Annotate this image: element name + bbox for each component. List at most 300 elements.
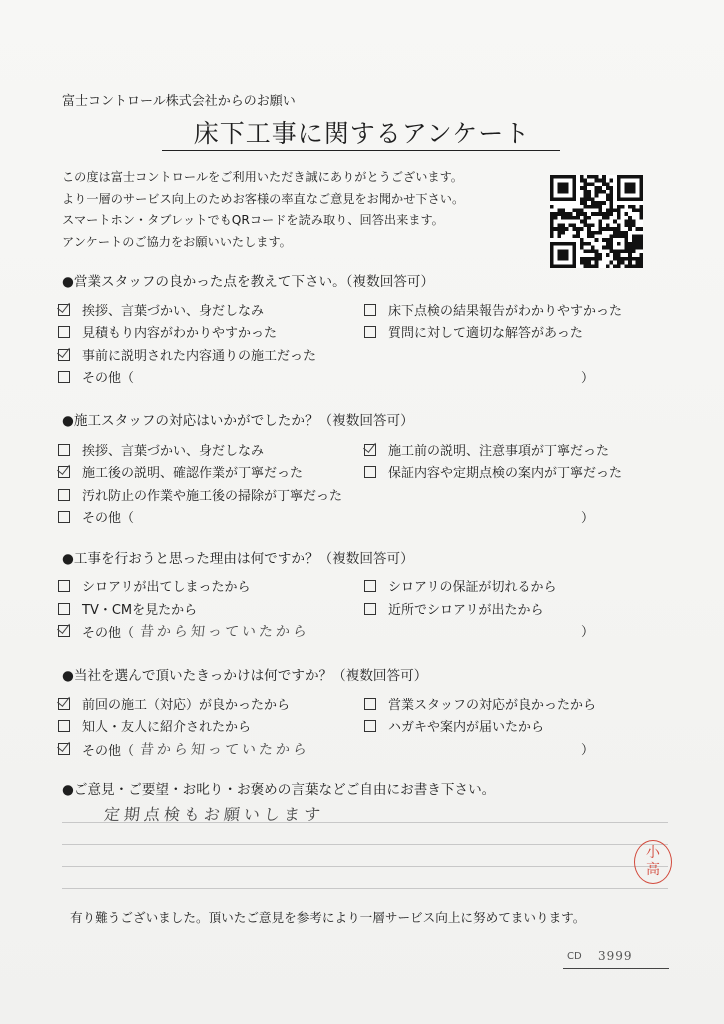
qr-module (595, 175, 599, 179)
qr-module (591, 246, 595, 250)
checkbox[interactable] (58, 698, 70, 710)
qr-module (617, 253, 621, 257)
qr-module (628, 227, 632, 231)
qr-module (624, 223, 628, 227)
thanks-message: 有り難うございました。頂いたご意見を参考により一層サービス向上に努めてまいります。 (70, 910, 586, 925)
qr-module (554, 216, 558, 220)
qr-module (595, 186, 599, 190)
qr-module (587, 197, 591, 201)
qr-module (613, 231, 617, 235)
qr-module (580, 220, 584, 224)
qr-module (624, 220, 628, 224)
qr-module (617, 205, 621, 209)
option-warranty-guide[interactable]: 保証内容や定期点検の案内が丁寧だった (364, 462, 622, 481)
qr-module (595, 249, 599, 253)
qr-module (606, 216, 610, 220)
qr-module (598, 223, 602, 227)
qr-module (595, 194, 599, 198)
qr-module (572, 223, 576, 227)
qr-module (591, 235, 595, 239)
qr-module (617, 231, 621, 235)
qr-module (580, 212, 584, 216)
checkbox[interactable] (364, 326, 376, 338)
qr-module (628, 216, 632, 220)
qr-module (565, 212, 569, 216)
intro-text (62, 167, 464, 253)
title-underline (162, 150, 560, 151)
qr-module (576, 212, 580, 216)
qr-module (591, 264, 595, 268)
qr-module (587, 257, 591, 261)
qr-module (606, 246, 610, 250)
qr-module (550, 235, 554, 239)
checkbox[interactable] (58, 625, 70, 637)
qr-module (628, 205, 632, 209)
qr-module (606, 253, 610, 257)
stamp-char: 高 (646, 862, 660, 878)
qr-module (550, 227, 554, 231)
qr-module (636, 235, 640, 239)
qr-module (628, 246, 632, 250)
section-title-trigger: ●当社を選んで頂いたきっかけは何ですか？（複数回答可） (62, 668, 428, 684)
paren-close: ） (581, 511, 595, 526)
qr-module (583, 179, 587, 183)
qr-module (561, 208, 565, 212)
qr-module (598, 257, 602, 261)
qr-module (636, 257, 640, 261)
checkbox[interactable] (58, 371, 70, 383)
intro-line: アンケートのご協力をお願いいたします。 (62, 234, 292, 249)
qr-module (572, 227, 576, 231)
qr-module (613, 253, 617, 257)
qr-module (576, 231, 580, 235)
qr-module (587, 242, 591, 246)
qr-module (617, 261, 621, 265)
qr-module (583, 197, 587, 201)
checkbox[interactable] (58, 444, 70, 456)
qr-module (606, 223, 610, 227)
qr-module (583, 182, 587, 186)
comment-line (62, 844, 668, 845)
qr-module (557, 231, 561, 235)
qr-module (621, 261, 625, 265)
qr-module (583, 257, 587, 261)
qr-module (636, 208, 640, 212)
qr-module (610, 227, 614, 231)
qr-module (610, 205, 614, 209)
qr-module (587, 235, 591, 239)
qr-module (621, 205, 625, 209)
option-previous-work[interactable]: 前回の施工（対応）が良かったから (58, 694, 290, 713)
qr-module (591, 231, 595, 235)
qr-module (591, 175, 595, 179)
qr-module (595, 253, 599, 257)
qr-module (595, 231, 599, 235)
option-other[interactable]: その他（ (58, 367, 140, 386)
qr-module (624, 257, 628, 261)
qr-module (624, 212, 628, 216)
qr-module (598, 253, 602, 257)
qr-module (591, 201, 595, 205)
option-cleaning[interactable]: 汚れ防止の作業や施工後の掃除が丁寧だった (58, 485, 342, 504)
option-answers[interactable]: 質問に対して適切な解答があった (364, 322, 583, 341)
qr-module (587, 182, 591, 186)
qr-module (639, 216, 643, 220)
qr-module (557, 208, 561, 212)
qr-module (595, 261, 599, 265)
hanko-stamp (634, 840, 672, 884)
paren-close: ） (581, 625, 595, 640)
qr-module (583, 216, 587, 220)
qr-module (598, 201, 602, 205)
qr-module (587, 227, 591, 231)
section-title-construction: ●施工スタッフの対応はいかがでしたか？（複数回答可） (62, 413, 414, 429)
qr-module (606, 194, 610, 198)
intro-line: より一層のサービス向上のためお客様の率直なご意見をお聞かせ下さい。 (62, 191, 465, 206)
qr-module (628, 257, 632, 261)
qr-module (632, 238, 636, 242)
qr-module (602, 216, 606, 220)
qr-module (617, 223, 621, 227)
qr-module (576, 227, 580, 231)
checkbox[interactable] (364, 466, 376, 478)
qr-module (587, 249, 591, 253)
qr-module (591, 182, 595, 186)
qr-module (636, 264, 640, 268)
qr-module (639, 264, 643, 268)
qr-module (580, 257, 584, 261)
section-title-sales: ●営業スタッフの良かった点を教えて下さい。（複数回答可） (62, 274, 435, 290)
qr-module (639, 208, 643, 212)
option-post-explanation[interactable]: 施工後の説明、確認作業が丁寧だった (58, 462, 303, 481)
qr-module (580, 201, 584, 205)
checkbox[interactable] (58, 743, 70, 755)
option-tv-cm[interactable]: TV・CMを見たから (58, 599, 197, 618)
qr-module (636, 227, 640, 231)
qr-module (561, 212, 565, 216)
qr-module (569, 223, 573, 227)
qr-module (580, 208, 584, 212)
qr-module (587, 175, 591, 179)
qr-module (598, 231, 602, 235)
qr-module (606, 227, 610, 231)
qr-module (587, 216, 591, 220)
qr-module (587, 261, 591, 265)
qr-module (583, 205, 587, 209)
qr-module (632, 246, 636, 250)
qr-module (602, 182, 606, 186)
cd-value: 3999 (598, 949, 633, 963)
qr-module (598, 205, 602, 209)
qr-module (613, 257, 617, 261)
qr-module (606, 238, 610, 242)
qr-module (583, 194, 587, 198)
qr-module (624, 264, 628, 268)
qr-module (610, 190, 614, 194)
option-postcard[interactable]: ハガキや案内が届いたから (364, 716, 544, 735)
qr-module (610, 201, 614, 205)
qr-module (580, 242, 584, 246)
qr-module (636, 238, 640, 242)
qr-module (610, 208, 614, 212)
qr-module (550, 216, 554, 220)
checkbox[interactable] (364, 444, 376, 456)
section-title-comments: ●ご意見・ご要望・お叱り・お褒めの言葉などご自由にお書き下さい。 (62, 782, 496, 798)
qr-module (587, 231, 591, 235)
paren-close: ） (581, 371, 595, 386)
other-answer[interactable]: 昔から知っていたから (139, 624, 311, 640)
qr-module (636, 246, 640, 250)
qr-module (639, 205, 643, 209)
qr-module (572, 208, 576, 212)
checkbox[interactable] (58, 511, 70, 523)
option-inspection-report[interactable]: 床下点検の結果報告がわかりやすかった (364, 300, 622, 319)
qr-module (554, 212, 558, 216)
qr-module (583, 242, 587, 246)
qr-module (628, 261, 632, 265)
qr-module (580, 197, 584, 201)
qr-module (632, 242, 636, 246)
qr-module (610, 186, 614, 190)
qr-module (639, 257, 643, 261)
qr-module (632, 235, 636, 239)
qr-module (587, 194, 591, 198)
qr-module (639, 261, 643, 265)
option-other[interactable]: その他（ (58, 507, 140, 526)
checkbox[interactable] (58, 304, 70, 316)
qr-module (595, 257, 599, 261)
qr-module (580, 261, 584, 265)
qr-module (587, 264, 591, 268)
qr-module (583, 249, 587, 253)
qr-module (632, 257, 636, 261)
qr-module (583, 201, 587, 205)
qr-module (550, 220, 554, 224)
stamp-char: 小 (646, 845, 660, 861)
qr-module (602, 227, 606, 231)
qr-module (639, 212, 643, 216)
qr-module (598, 212, 602, 216)
qr-module (610, 179, 614, 183)
qr-module (602, 201, 606, 205)
qr-module (617, 264, 621, 268)
option-sales-staff[interactable]: 営業スタッフの対応が良かったから (364, 694, 596, 713)
qr-module (632, 264, 636, 268)
qr-module (628, 264, 632, 268)
qr-module (595, 264, 599, 268)
qr-module (595, 212, 599, 216)
qr-module (606, 242, 610, 246)
qr-module (602, 190, 606, 194)
checkbox[interactable] (58, 326, 70, 338)
section-title-reason: ●工事を行おうと思った理由は何ですか？（複数回答可） (62, 551, 414, 567)
qr-module (591, 205, 595, 209)
qr-module (617, 208, 621, 212)
qr-module (636, 242, 640, 246)
qr-module (610, 261, 614, 265)
qr-module (606, 264, 610, 268)
qr-module (617, 257, 621, 261)
qr-module (576, 235, 580, 239)
comment-line (62, 866, 668, 867)
qr-module (587, 205, 591, 209)
qr-module (580, 246, 584, 250)
qr-module (550, 223, 554, 227)
qr-module (617, 227, 621, 231)
qr-module (636, 261, 640, 265)
qr-module (610, 212, 614, 216)
qr-module (580, 175, 584, 179)
qr-module (610, 197, 614, 201)
qr-module (587, 223, 591, 227)
qr-module (591, 257, 595, 261)
checkbox[interactable] (58, 349, 70, 361)
qr-module (550, 231, 554, 235)
qr-module (595, 190, 599, 194)
qr-module (606, 208, 610, 212)
qr-module (602, 238, 606, 242)
qr-module (628, 249, 632, 253)
qr-module (583, 212, 587, 216)
qr-module (602, 246, 606, 250)
qr-module (639, 246, 643, 250)
qr-module (632, 223, 636, 227)
qr-module (617, 216, 621, 220)
comment-text[interactable]: 定期点検もお願いします (102, 805, 325, 824)
qr-module (624, 231, 628, 235)
checkbox[interactable] (364, 580, 376, 592)
qr-module (632, 205, 636, 209)
qr-module (595, 179, 599, 183)
option-neighbor-termites[interactable]: 近所でシロアリが出たから (364, 599, 543, 618)
qr-module (587, 190, 591, 194)
qr-module (580, 227, 584, 231)
qr-module (565, 216, 569, 220)
checkbox[interactable] (58, 466, 70, 478)
checkbox[interactable] (58, 580, 70, 592)
qr-module (561, 223, 565, 227)
qr-module (602, 175, 606, 179)
option-other[interactable]: その他（ 昔から知っていたから (58, 739, 310, 759)
checkbox[interactable] (58, 489, 70, 501)
qr-module (598, 186, 602, 190)
checkbox[interactable] (364, 304, 376, 316)
qr-module (598, 220, 602, 224)
qr-module (613, 264, 617, 268)
qr-module (583, 264, 587, 268)
comment-line (62, 822, 668, 823)
comment-line (62, 888, 668, 889)
checkbox[interactable] (58, 603, 70, 615)
qr-module (557, 227, 561, 231)
qr-module (572, 235, 576, 239)
qr-module (621, 257, 625, 261)
qr-module (606, 182, 610, 186)
option-greeting[interactable]: 挨拶、言葉づかい、身だしなみ (58, 300, 264, 319)
cd-underline (563, 968, 669, 969)
checkbox[interactable] (364, 603, 376, 615)
qr-module (583, 261, 587, 265)
qr-module (639, 235, 643, 239)
option-estimate[interactable]: 見積もり内容がわかりやすかった (58, 322, 277, 341)
qr-module (628, 223, 632, 227)
qr-module (565, 227, 569, 231)
qr-module (613, 220, 617, 224)
checkbox[interactable] (364, 698, 376, 710)
qr-module (580, 238, 584, 242)
qr-module (639, 242, 643, 246)
qr-module (576, 208, 580, 212)
qr-module (569, 212, 573, 216)
qr-module (561, 227, 565, 231)
qr-module (557, 235, 561, 239)
qr-module (628, 253, 632, 257)
option-other[interactable]: その他（ 昔から知っていたから (58, 621, 310, 641)
qr-module (572, 216, 576, 220)
option-pre-explanation[interactable]: 施工前の説明、注意事項が丁寧だった (364, 440, 609, 459)
qr-module (628, 242, 632, 246)
qr-module (583, 223, 587, 227)
qr-module (621, 231, 625, 235)
qr-module (606, 212, 610, 216)
qr-module (606, 197, 610, 201)
intro-line: この度は富士コントロールをご利用いただき誠にありがとうございます。 (62, 170, 463, 184)
qr-code[interactable] (550, 175, 643, 268)
qr-module (598, 190, 602, 194)
qr-module (580, 186, 584, 190)
option-referral[interactable]: 知人・友人に紹介されたから (58, 716, 251, 735)
option-as-explained[interactable]: 事前に説明された内容通りの施工だった (58, 345, 316, 364)
checkbox[interactable] (58, 720, 70, 732)
qr-module (628, 220, 632, 224)
survey-title: 床下工事に関するアンケート (193, 119, 531, 148)
qr-module (557, 223, 561, 227)
qr-module (557, 212, 561, 216)
option-greeting[interactable]: 挨拶、言葉づかい、身だしなみ (58, 440, 264, 459)
option-termites-found[interactable]: シロアリが出てしまったから (58, 576, 250, 595)
qr-module (613, 227, 617, 231)
qr-module (583, 190, 587, 194)
cd-label: CD (567, 951, 582, 962)
intro-line: スマートホン・タブレットでもQRコードを読み取り、回答出来ます。 (62, 213, 444, 227)
qr-module (617, 212, 621, 216)
option-warranty-expiring[interactable]: シロアリの保証が切れるから (364, 576, 556, 595)
qr-module (591, 212, 595, 216)
qr-module (583, 220, 587, 224)
qr-module (595, 238, 599, 242)
qr-module (583, 186, 587, 190)
qr-module (591, 197, 595, 201)
qr-module (632, 208, 636, 212)
qr-module (602, 179, 606, 183)
checkbox[interactable] (364, 720, 376, 732)
qr-module (639, 253, 643, 257)
qr-module (598, 208, 602, 212)
qr-module (632, 249, 636, 253)
other-answer[interactable]: 昔から知っていたから (139, 742, 311, 758)
qr-module (595, 201, 599, 205)
qr-module (610, 194, 614, 198)
qr-module (639, 238, 643, 242)
qr-module (561, 231, 565, 235)
paren-close: ） (581, 743, 595, 758)
qr-module (613, 208, 617, 212)
qr-module (569, 216, 573, 220)
qr-module (632, 220, 636, 224)
qr-module (591, 249, 595, 253)
qr-module (606, 186, 610, 190)
qr-module (602, 212, 606, 216)
